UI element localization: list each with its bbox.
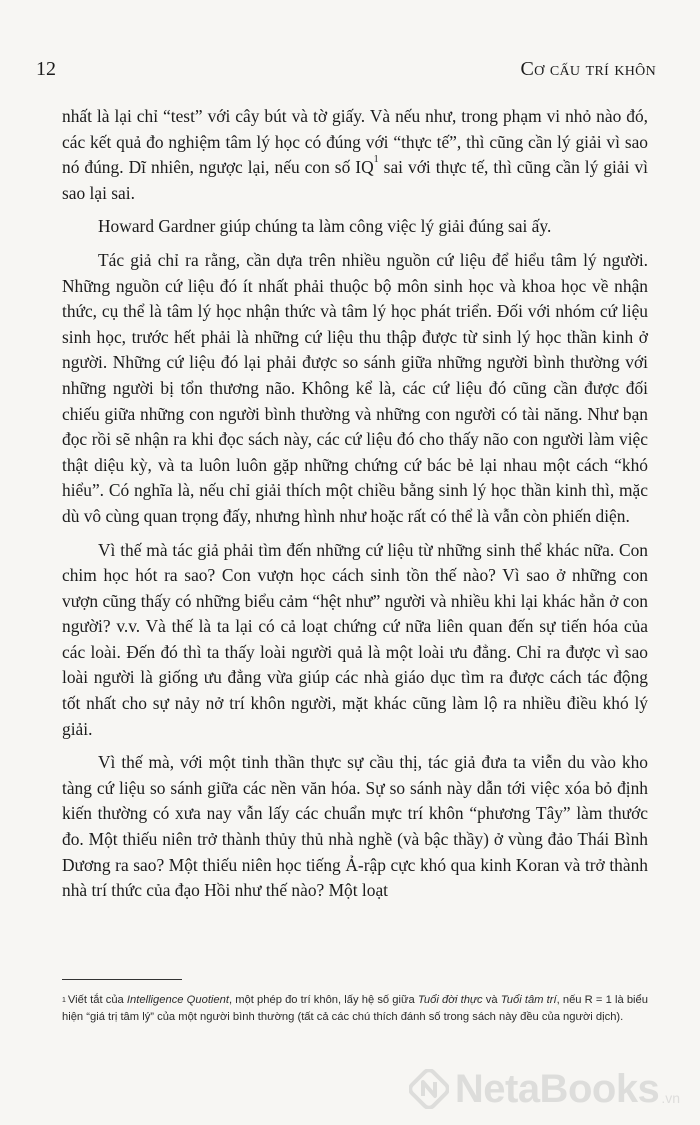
page-header <box>0 0 700 100</box>
paragraph-5: Vì thế mà, với một tinh thần thực sự cầu thị, tác giả đưa ta viễn du vào kho tàng cứ liệu so sánh giữa các nền văn hóa. Sự so sánh này dẫn tới việc xóa bỏ định kiến thường có xưa nay vẫn lấy các chuẩn mực trí khôn “phương Tây” làm thước đo. Một thiếu niên trở thành thủy thủ nhà nghề (và bậc thầy) ở vùng đảo Thái Bình Dương ra sao? Một thiếu niên học tiếng Ả-rập cực khó qua kinh Koran và trở thành nhà trí thức của đạo Hồi như thế nào? Một loạt <box>62 752 648 901</box>
paragraph-1: nhất là lại chỉ “test” với cây bút và tờ giấy. Và nếu như, trong phạm vi nhỏ nào đó, các kết quả đo nghiệm tâm lý học có đúng với “thực tế”, thì cũng cần lý giải vì sao nó đúng. Dĩ nhiên, ngược lại, nếu con số IQ$^1$ sai với thực tế, thì cũng cần lý giải vì sao lại sai. <box>62 106 648 203</box>
watermark-brand: NetaBooks <box>454 1066 660 1111</box>
watermark <box>409 1064 680 1114</box>
footnote-ref[interactable]: 1 <box>373 154 379 166</box>
paragraph-3: Tác giả chỉ ra rằng, cần dựa trên nhiều nguồn cứ liệu để hiểu tâm lý người. Những nguồn cứ liệu đó ít nhất phải thuộc bộ môn sinh học và khoa học về nhận thức, cụ thể là tâm lý học nhận thức và tâm lý học phát triển. Đối với nhóm cứ liệu sinh học, trước hết phải là những cứ liệu thu thập được từ sinh lý học thần kinh ở người. Những cứ liệu đó lại phải được so sánh giữa những người bình thường với những người bị tổn thương não. Không kể là, các cứ liệu đó cũng cần được đối chiếu giữa những con người bình thường và những con người có tài năng. Như bạn đọc rồi sẽ nhận ra khi đọc sách này, các cứ liệu đó cho thấy não con người làm việc thật diệu kỳ, và ta luôn luôn gặp những chứng cứ bác bẻ lại nhau một cách “khó hiểu”. Có nghĩa là, nếu chỉ giải thích một chiều bằng sinh lý học thần kinh thì, mặc dù vô cùng quan trọng đấy, nhưng hình như hoặc rất có thể là vẫn còn phiến diện. <box>62 249 648 526</box>
paragraph-2: Howard Gardner giúp chúng ta làm công việc lý giải đúng sai ấy. <box>98 216 552 237</box>
running-title: Cơ cấu trí khôn <box>520 58 656 80</box>
paragraph-4: Vì thế mà tác giả phải tìm đến những cứ liệu từ những sinh thể khác nữa. Con chim học hót ra sao? Con vượn học cách sinh tồn thế nào? Vì sao ở những con vượn cũng thấy có những biểu cảm “hệt như” người và nhiều khi lại khác hẳn ở con người? v.v. Và thế là ta lại có cả loạt chứng cứ nữa liên quan đến sự tiến hóa của các loài. Đến đó thì ta thấy loài người quả là một loài ưu đẳng. Chỉ ra được vì sao loài người là giống ưu đẳng vừa giúp các nhà giáo dục tìm ra được cách tác động tốt nhất cho sự nảy nở trí khôn người, mặt khác cũng làm lộ ra nhiều điều khó lý giải. <box>62 539 648 739</box>
footnote: $^1$ Viết tắt của Intelligence Quotient, một phép đo trí khôn, lấy hệ số giữa Tuổi đời thực và Tuổi tâm trí, nếu R = 1 là biểu hiện “giá trị tâm lý” của một người bình thường (tất cả các chú thích đánh số trong sách này đều của người dịch). <box>62 994 648 1023</box>
body-text <box>62 104 648 912</box>
watermark-suffix: .vn <box>661 1090 680 1106</box>
page-number: 12 <box>36 58 56 80</box>
footnote-marker: 1 <box>62 997 66 1004</box>
netabooks-logo-icon <box>409 1069 449 1109</box>
footnote-divider <box>62 979 182 980</box>
